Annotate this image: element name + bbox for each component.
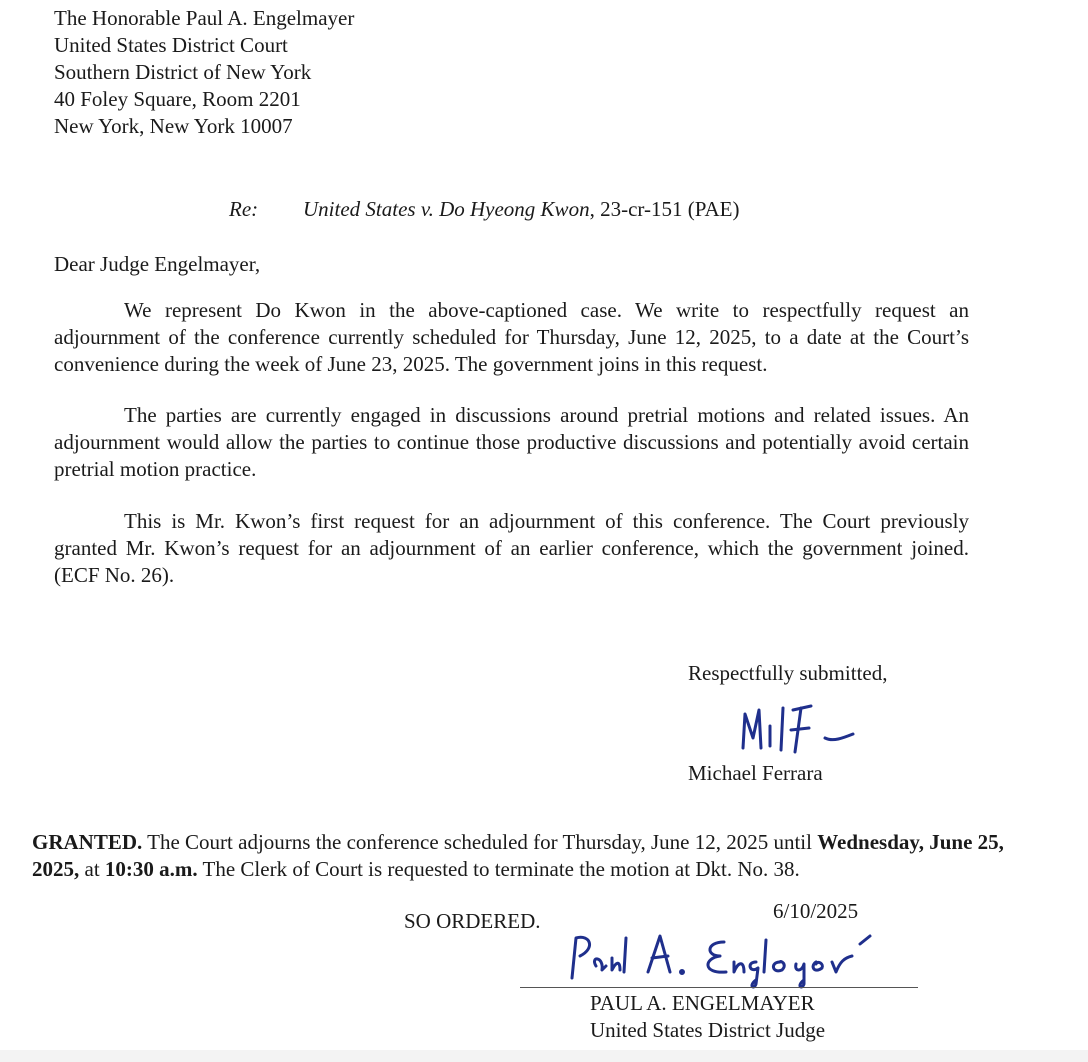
order-text: at <box>79 857 105 881</box>
body-paragraph <box>54 297 969 378</box>
judge-signature <box>560 926 890 996</box>
re-label: Re: <box>229 197 259 221</box>
order-text: The Court adjourns the conference scheduled for Thursday, June 12, 2025 until <box>142 830 818 854</box>
addressee-line: 40 Foley Square, Room 2201 <box>54 87 301 111</box>
addressee-block <box>54 5 354 140</box>
signer-name: Michael Ferrara <box>688 761 823 785</box>
salutation: Dear Judge Engelmayer, <box>54 252 261 276</box>
order-text: The Clerk of Court is requested to terminate the motion at Dkt. No. 38. <box>197 857 800 881</box>
closing: Respectfully submitted, <box>688 661 888 685</box>
addressee-line: The Honorable Paul A. Engelmayer <box>54 6 355 30</box>
re-case-name: United States v. Do Hyeong Kwon <box>303 197 590 221</box>
body-paragraph <box>54 402 969 483</box>
addressee-line: Southern District of New York <box>54 60 312 84</box>
signature-line <box>520 987 918 988</box>
addressee-line: United States District Court <box>54 33 288 57</box>
body-paragraph <box>54 508 969 589</box>
order-new-date: Wednesday, June 25, 2025, <box>32 830 1004 881</box>
attorney-signature <box>737 700 867 756</box>
order-time: 10:30 a.m. <box>104 857 198 881</box>
page-bottom-edge <box>0 1050 1088 1062</box>
paragraph-text: The parties are currently engaged in discussions around pretrial motions and related issues. An adjournment would allow the parties to continue those productive discussions and potentially avoid certain pretrial motion practice. <box>54 403 969 481</box>
paragraph-text: This is Mr. Kwon’s first request for an adjournment of this conference. The Court previously granted Mr. Kwon’s request for an adjournment of an earlier conference, which the government joined. (ECF No. 26). <box>54 509 969 587</box>
so-ordered: SO ORDERED. <box>404 909 541 933</box>
paragraph-text: We represent Do Kwon in the above-captioned case. We write to respectfully request an adjournment of the conference currently scheduled for Thursday, June 12, 2025, to a date at the Court’s convenience during the week of June 23, 2025. The government joins in this request. <box>54 298 969 376</box>
re-case <box>303 197 739 222</box>
order-date: 6/10/2025 <box>773 899 859 923</box>
order-granted: GRANTED. <box>32 830 143 854</box>
order-paragraph <box>32 829 1042 883</box>
judge-name: PAUL A. ENGELMAYER <box>590 991 815 1015</box>
judge-title: United States District Judge <box>590 1018 826 1042</box>
addressee-line: New York, New York 10007 <box>54 114 293 138</box>
re-case-number: , 23-cr-151 (PAE) <box>589 197 740 221</box>
